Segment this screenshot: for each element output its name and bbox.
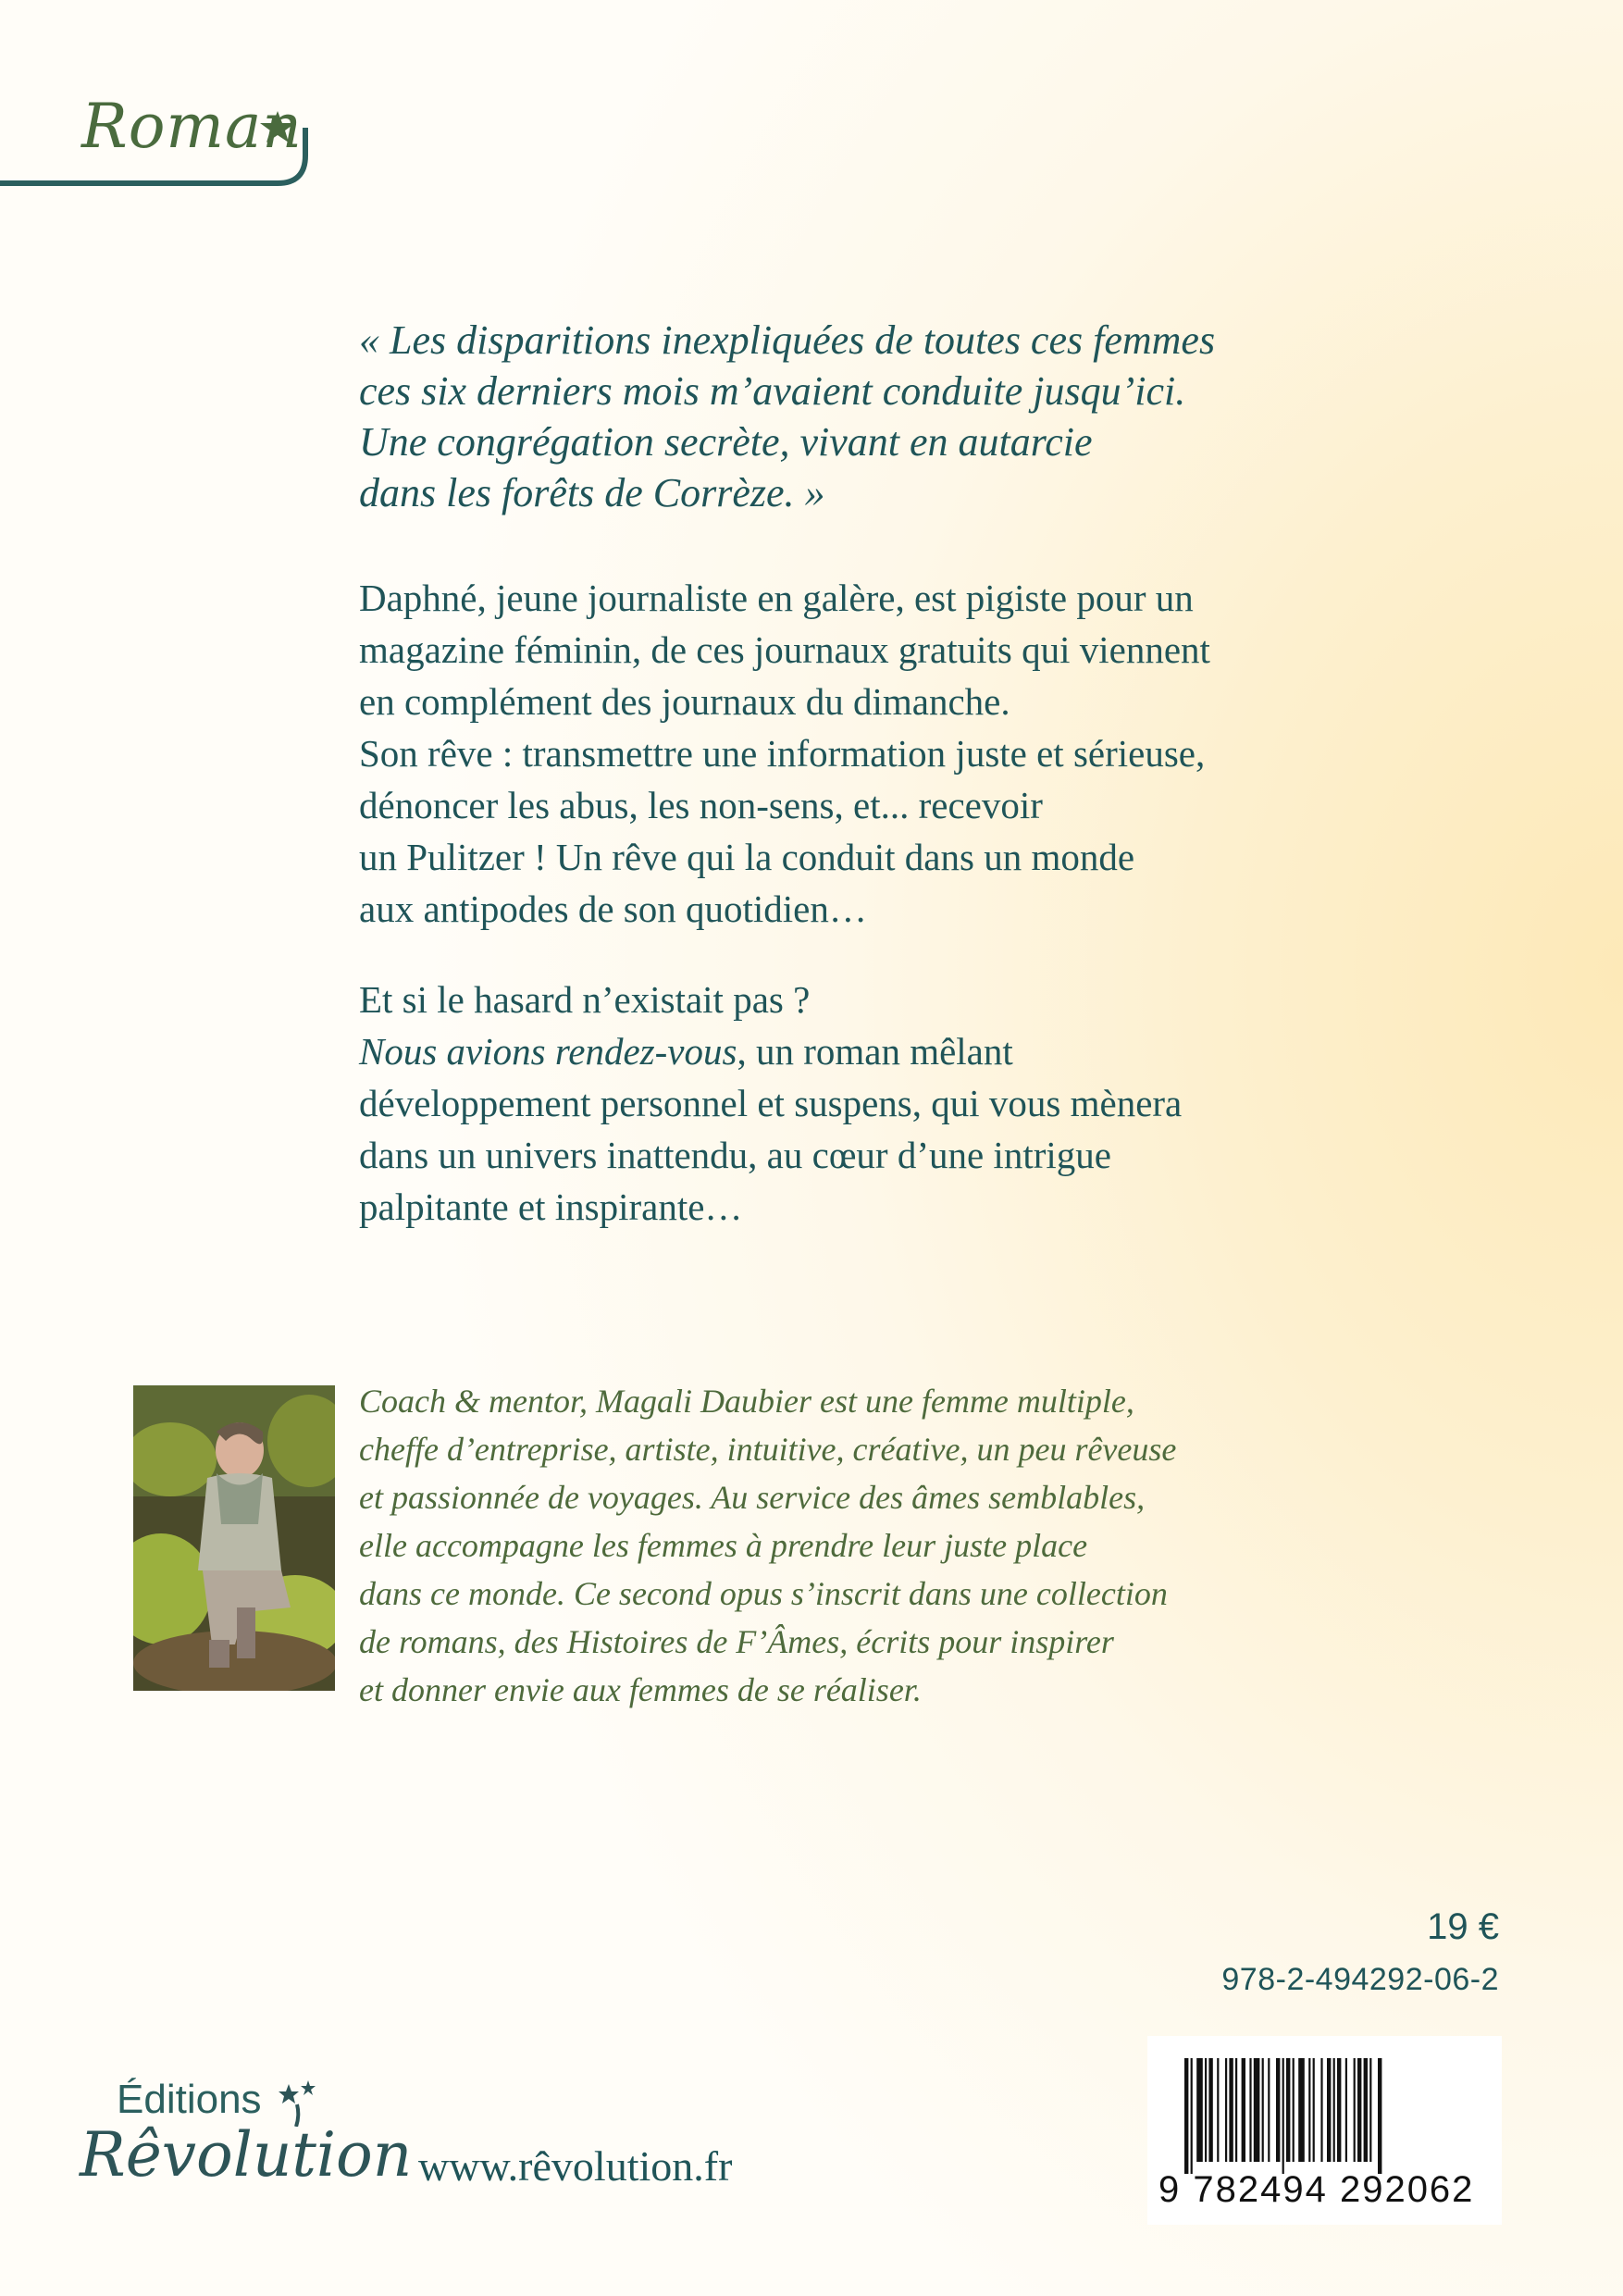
barcode xyxy=(1147,2036,1502,2225)
barcode-bar xyxy=(1286,2058,1290,2162)
barcode-bar xyxy=(1378,2058,1381,2174)
barcode-bar xyxy=(1327,2058,1331,2162)
barcode-bar xyxy=(1298,2058,1305,2162)
quote-line: dans les forêts de Corrèze. » xyxy=(359,470,825,515)
bio-line: de romans, des Histoires de F’Âmes, écrits pour inspirer xyxy=(359,1623,1114,1660)
barcode-bar xyxy=(1337,2058,1341,2162)
barcode-bar xyxy=(1249,2058,1251,2162)
barcode-bar xyxy=(1235,2058,1237,2162)
barcode-bar xyxy=(1268,2058,1270,2162)
price: 19 € xyxy=(1427,1906,1499,1947)
synopsis-line: un Pulitzer ! Un rêve qui la conduit dans un monde xyxy=(359,836,1135,878)
synopsis-text: , un roman mêlant xyxy=(737,1030,1013,1073)
barcode-bar xyxy=(1254,2058,1260,2162)
back-cover-quote xyxy=(359,315,1284,518)
synopsis-line: palpitante et inspirante… xyxy=(359,1185,743,1228)
publisher-logo-line1: Éditions xyxy=(117,2077,262,2122)
barcode-bar xyxy=(1357,2058,1361,2162)
barcode-bar xyxy=(1282,2058,1284,2174)
barcode-bar xyxy=(1293,2058,1295,2162)
barcode-bar xyxy=(1225,2058,1227,2162)
barcode-bar xyxy=(1242,2058,1245,2162)
synopsis-line: magazine féminin, de ces journaux gratuits qui viennent xyxy=(359,628,1210,671)
barcode-bar xyxy=(1345,2058,1347,2162)
barcode-bar xyxy=(1313,2058,1315,2162)
bio-line: cheffe d’entreprise, artiste, intuitive, créative, un peu rêveuse xyxy=(359,1431,1177,1468)
barcode-bar xyxy=(1208,2058,1212,2162)
synopsis-line: Et si le hasard n’existait pas ? xyxy=(359,978,811,1021)
author-photo xyxy=(133,1385,335,1691)
book-title: Nous avions rendez-vous xyxy=(359,1030,737,1073)
synopsis-line: Son rêve : transmettre une information juste et sérieuse, xyxy=(359,732,1206,775)
synopsis-line: aux antipodes de son quotidien… xyxy=(359,887,867,930)
barcode-bar xyxy=(1217,2058,1219,2162)
barcode-bar xyxy=(1229,2058,1233,2162)
genre-label: Roman xyxy=(81,91,303,162)
barcode-digits: 9 782494 292062 xyxy=(1158,2169,1475,2210)
bio-line: et donner envie aux femmes de se réaliser. xyxy=(359,1671,922,1708)
synopsis-line: dans un univers inattendu, au cœur d’une intrigue xyxy=(359,1134,1111,1176)
synopsis-paragraph-2 xyxy=(359,974,1284,1233)
quote-line: Une congrégation secrète, vivant en autarcie xyxy=(359,419,1093,465)
synopsis-paragraph-1 xyxy=(359,572,1284,935)
publisher-logo-line2: Rêvolution xyxy=(80,2119,413,2191)
bio-line: dans ce monde. Ce second opus s’inscrit dans une collection xyxy=(359,1575,1168,1612)
barcode-bar xyxy=(1320,2058,1322,2162)
barcode-bar xyxy=(1276,2058,1280,2162)
bio-line: elle accompagne les femmes à prendre leur juste place xyxy=(359,1527,1088,1564)
synopsis-line: Daphné, jeune journaliste en galère, est pigiste pour un xyxy=(359,577,1194,619)
isbn: 978-2-494292-06-2 xyxy=(1221,1962,1499,1997)
barcode-bar xyxy=(1184,2058,1188,2174)
bio-line: Coach & mentor, Magali Daubier est une femme multiple, xyxy=(359,1383,1134,1420)
barcode-bar xyxy=(1333,2058,1335,2162)
quote-line: « Les disparitions inexpliquées de toutes ces femmes xyxy=(359,317,1216,363)
barcode-bar xyxy=(1262,2058,1264,2162)
bio-line: et passionnée de voyages. Au service des âmes semblables, xyxy=(359,1479,1146,1516)
publisher-website[interactable]: www.rêvolution.fr xyxy=(418,2142,733,2190)
barcode-bar xyxy=(1205,2058,1207,2162)
barcode-bar xyxy=(1308,2058,1310,2162)
synopsis-line: développement personnel et suspens, qui vous mènera xyxy=(359,1082,1183,1124)
author-bio xyxy=(359,1377,1284,1714)
quote-line: ces six derniers mois m’avaient conduite jusqu’ici. xyxy=(359,368,1186,414)
barcode-bar xyxy=(1191,2058,1193,2174)
barcode-bar xyxy=(1369,2058,1371,2162)
synopsis-line xyxy=(359,1025,1284,1077)
barcode-bars xyxy=(1184,2058,1462,2174)
synopsis-line: en complément des journaux du dimanche. xyxy=(359,680,1010,723)
barcode-bar xyxy=(1196,2058,1203,2162)
synopsis-line: dénoncer les abus, les non-sens, et... recevoir xyxy=(359,784,1043,826)
barcode-bar xyxy=(1354,2058,1356,2162)
barcode-bar xyxy=(1364,2058,1368,2162)
